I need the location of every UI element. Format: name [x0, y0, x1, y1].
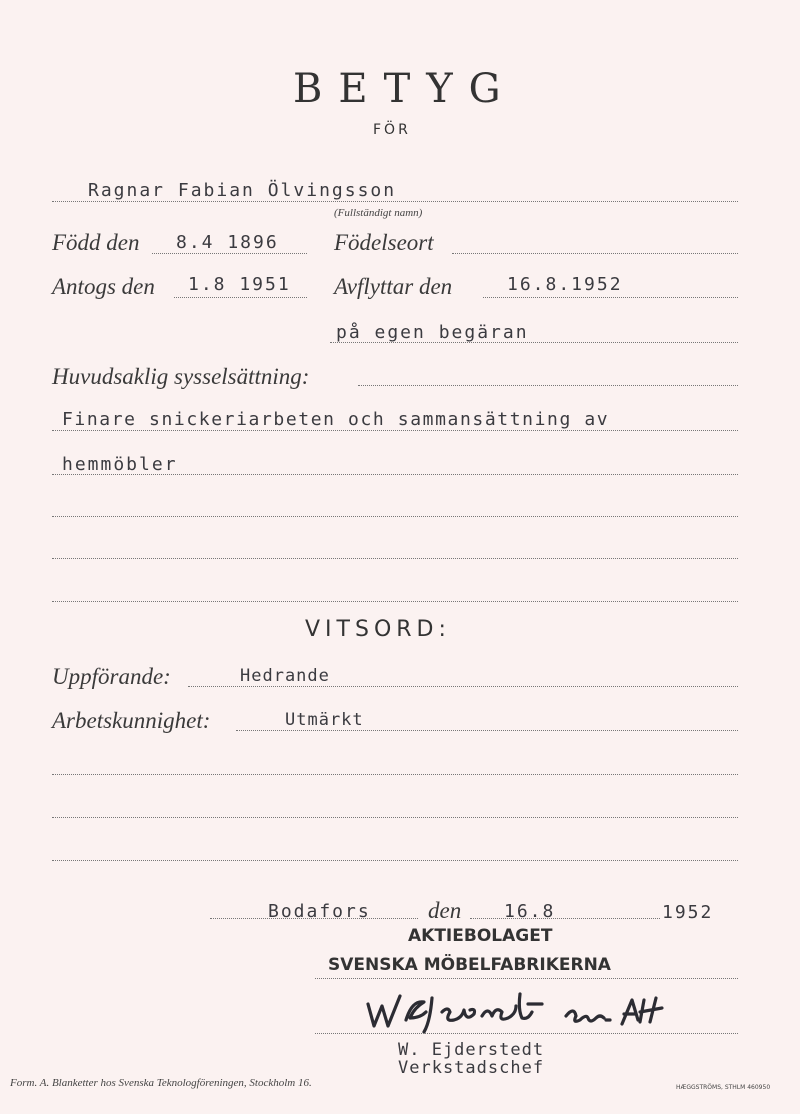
leaves-line: [483, 297, 738, 298]
birthplace-line: [452, 253, 738, 254]
issue-place: Bodafors: [268, 901, 371, 922]
leaves-value: 16.8.1952: [507, 274, 623, 295]
conduct-line: [188, 686, 738, 687]
blank-line-1: [52, 516, 738, 517]
company-line: [315, 978, 738, 979]
birthplace-label: Födelseort: [334, 230, 434, 255]
hired-line: [174, 297, 307, 298]
occupation-line-2: hemmöbler: [62, 454, 178, 475]
skill-label: Arbetskunnighet:: [52, 708, 211, 733]
signature-line: [315, 1033, 738, 1034]
blank-line-2: [52, 558, 738, 559]
form-footer: Form. A. Blanketter hos Svenska Teknologföreningen, Stockholm 16.: [10, 1077, 312, 1089]
full-name-line: [52, 201, 738, 202]
conduct-value: Hedrande: [240, 666, 330, 686]
full-name-caption: (Fullständigt namn): [334, 207, 423, 219]
grades-heading: VITSORD:: [305, 617, 451, 642]
occupation-dots-2: [52, 474, 738, 475]
printer-mark: HÆGGSTRÖMS, STHLM 460950: [676, 1084, 771, 1091]
occupation-dots-1: [52, 430, 738, 431]
grades-blank-3: [52, 860, 738, 861]
born-value: 8.4 1896: [176, 232, 279, 253]
reason-line: [330, 342, 738, 343]
company-line-2: SVENSKA MÖBELFABRIKERNA: [328, 955, 611, 975]
conduct-label: Uppförande:: [52, 664, 171, 689]
document-title: BETYG: [293, 66, 517, 112]
grades-blank-1: [52, 774, 738, 775]
signer-name: W. Ejderstedt: [398, 1040, 545, 1060]
issue-year: 1952: [662, 902, 714, 923]
skill-value: Utmärkt: [285, 710, 364, 730]
for-label: FÖR: [373, 122, 411, 138]
born-line: [152, 253, 307, 254]
leave-reason: på egen begäran: [336, 322, 529, 343]
occupation-line-0: [358, 385, 738, 386]
date-line: [470, 918, 660, 919]
hired-value: 1.8 1951: [188, 274, 291, 295]
issue-den: den: [428, 898, 462, 923]
hired-label: Antogs den: [52, 274, 155, 299]
leaves-label: Avflyttar den: [334, 274, 453, 299]
signer-title: Verkstadschef: [398, 1058, 545, 1078]
blank-line-3: [52, 601, 738, 602]
occupation-label: Huvudsaklig sysselsättning:: [52, 364, 310, 389]
company-line-1: AKTIEBOLAGET: [408, 926, 553, 946]
issue-date: 16.8: [504, 901, 556, 922]
skill-line: [236, 730, 738, 731]
grades-blank-2: [52, 817, 738, 818]
born-label: Född den: [52, 230, 140, 255]
occupation-line-1: Finare snickeriarbeten och sammansättning av: [62, 409, 610, 430]
full-name-value: Ragnar Fabian Ölvingsson: [88, 180, 397, 201]
